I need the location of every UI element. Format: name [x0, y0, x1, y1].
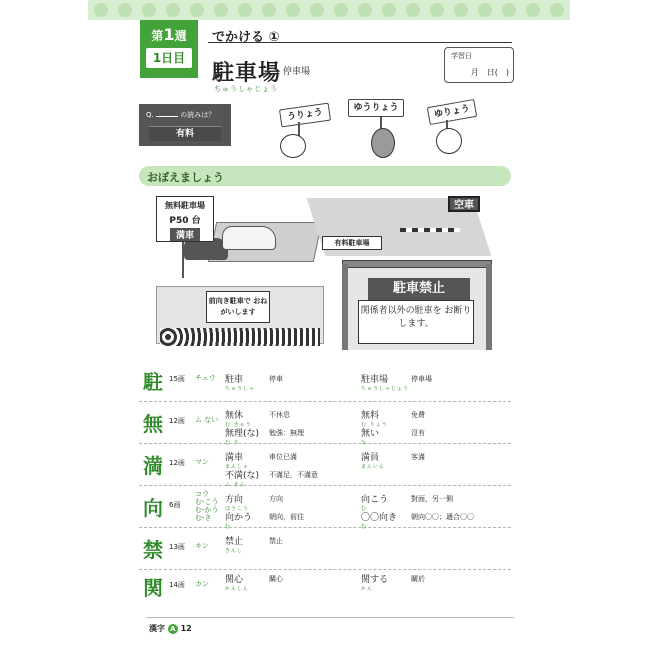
word-ruby: む — [361, 506, 368, 512]
stroke-count: 12画 — [169, 417, 185, 425]
parking-spots-count: P50 台 — [169, 216, 201, 226]
word-text: 無い — [361, 429, 380, 439]
word-meaning: 勉強：無理 — [269, 429, 304, 437]
kanji-char: 駐 — [143, 370, 163, 394]
no-parking-body: 関係者以外の駐車を お断りします。 — [358, 300, 474, 344]
kanji-char: 関 — [143, 576, 163, 600]
kanji-row — [139, 404, 511, 444]
free-parking-sign — [156, 196, 214, 242]
choice-sign-3: ゆりょう — [427, 99, 477, 125]
stroke-count: 12画 — [169, 459, 185, 467]
main-word: 駐車場 — [212, 61, 282, 86]
kanji-reading: コウ む-こう む-かう む-き — [195, 490, 219, 522]
word-text: 無理(な) — [225, 429, 260, 439]
word-text: 向かう — [225, 513, 253, 523]
week-suffix: 週 — [174, 29, 187, 43]
gate-bar — [400, 228, 460, 232]
week-label — [140, 25, 198, 44]
word-ruby: む りょう — [361, 422, 388, 428]
forward-parking-notice: 前向き駐車で おねがいします — [206, 291, 270, 323]
example-word — [225, 450, 249, 470]
example-word — [361, 450, 385, 470]
page-number: 12 — [180, 624, 192, 633]
kanji-char: 無 — [143, 412, 163, 436]
stroke-count: 14画 — [169, 581, 185, 589]
word-ruby: まんしゃ — [225, 464, 250, 470]
white-car — [222, 226, 276, 250]
word-meaning: 禁止 — [269, 537, 283, 545]
study-date-box — [444, 47, 514, 83]
kanji-char: 禁 — [143, 538, 163, 562]
word-ruby: ほうこう — [225, 506, 250, 512]
section-title: おぼえましょう — [147, 171, 224, 184]
main-ruby: ちゅうしゃじょう — [214, 85, 278, 93]
word-text: 向こう — [361, 495, 389, 505]
example-word — [225, 510, 252, 530]
stroke-count: 6画 — [169, 501, 181, 509]
word-ruby: む — [361, 524, 368, 530]
quiz-box — [139, 104, 231, 146]
parking-illustration-left — [156, 194, 324, 354]
example-word — [361, 372, 409, 392]
no-parking-title: 駐車禁止 — [368, 278, 470, 300]
word-meaning: 車位已滿 — [269, 453, 297, 461]
word-ruby: きんし — [225, 548, 244, 554]
book-badge: A — [168, 624, 178, 634]
word-text: 関心 — [225, 575, 244, 585]
choice-sign-2: ゆうりょう — [348, 99, 404, 117]
word-meaning: 關心 — [269, 575, 283, 583]
kanji-reading: ム ない — [195, 416, 219, 424]
word-ruby: む り — [225, 440, 240, 446]
word-text: 〇〇向き — [361, 513, 398, 523]
word-text: 駐車場 — [361, 375, 389, 385]
kanji-row — [139, 362, 511, 402]
fence-post-right — [486, 264, 492, 350]
stroke-count: 13画 — [169, 543, 185, 551]
example-word — [361, 426, 379, 446]
quiz-suffix: の読みは？ — [180, 111, 216, 119]
week-prefix: 第 — [151, 29, 164, 43]
quiz-question — [139, 104, 231, 120]
word-text: 満車 — [225, 453, 244, 463]
week-number: 1 — [163, 25, 175, 44]
kanji-row — [139, 446, 511, 486]
kanji-char: 向 — [143, 496, 163, 520]
clover-band — [88, 0, 570, 20]
word-meaning: 停車場 — [411, 375, 432, 383]
example-word — [361, 492, 388, 512]
week-tab — [140, 20, 198, 78]
parking-illustration-right — [314, 194, 498, 354]
word-meaning: 客滿 — [411, 453, 425, 461]
example-word — [225, 426, 259, 446]
study-date-label: 学習日 — [451, 52, 472, 60]
study-date-format: 月 日( ) — [470, 68, 509, 77]
kanji-row — [139, 488, 511, 528]
word-text: 満員 — [361, 453, 380, 463]
word-meaning: 不休息 — [269, 411, 290, 419]
choice-sign-1: うりょう — [279, 103, 331, 128]
kanji-row — [139, 568, 511, 608]
word-ruby: ちゅうしゃ — [225, 386, 256, 392]
kanji-reading: キン — [195, 542, 209, 550]
lesson-title: でかける ① — [212, 30, 280, 45]
word-meaning: 停車 — [269, 375, 283, 383]
word-meaning: 方向 — [269, 495, 283, 503]
word-meaning: 不滿足，不滿意 — [269, 471, 318, 479]
kanji-row — [139, 530, 511, 570]
word-text: 禁止 — [225, 537, 244, 547]
fence-top — [342, 260, 492, 268]
word-ruby: な — [361, 440, 368, 446]
word-meaning: 對面，另一側 — [411, 495, 453, 503]
bird-3 — [436, 128, 462, 154]
full-badge: 満車 — [170, 228, 200, 241]
footer-subject: 漢字 — [149, 624, 165, 633]
word-meaning: 朝向〇〇；適合〇〇 — [411, 513, 474, 521]
word-ruby: ちゅうしゃじょう — [361, 386, 410, 392]
kanji-char: 満 — [143, 454, 163, 478]
word-meaning: 沒有 — [411, 429, 425, 437]
example-word — [225, 372, 255, 392]
quiz-word: 有料 — [149, 126, 221, 141]
quiz-blank — [156, 116, 178, 117]
kanji-reading: チュウ — [195, 374, 216, 382]
example-word — [225, 534, 243, 554]
word-text: 駐車 — [225, 375, 244, 385]
footer-divider — [146, 617, 514, 618]
page-footer — [149, 623, 192, 634]
word-ruby: む きゅう — [225, 422, 252, 428]
word-ruby: まんいん — [361, 464, 386, 470]
word-meaning: 免費 — [411, 411, 425, 419]
example-word — [225, 408, 252, 428]
bird-1 — [280, 134, 306, 158]
example-word — [225, 572, 249, 592]
related-word: 停車場 — [283, 67, 311, 77]
example-word — [225, 468, 259, 488]
word-text: 無休 — [225, 411, 244, 421]
word-text: 無料 — [361, 411, 380, 421]
word-ruby: かんしん — [225, 586, 250, 592]
paid-parking-sign: 有料駐車場 — [322, 236, 382, 250]
free-sign-pole — [182, 242, 184, 278]
word-meaning: 關於 — [411, 575, 425, 583]
word-text: 不満(な) — [225, 471, 260, 481]
example-word — [361, 408, 388, 428]
word-text: 方向 — [225, 495, 244, 505]
flower-hedge — [160, 328, 320, 346]
word-ruby: ふ まん — [225, 482, 246, 488]
example-word — [361, 510, 397, 530]
title-underline — [208, 42, 512, 43]
day-label: 1日目 — [146, 48, 192, 68]
word-ruby: かん — [361, 586, 374, 592]
bird-2 — [371, 128, 395, 158]
word-ruby: む — [225, 524, 232, 530]
example-word — [361, 572, 388, 592]
word-text: 関する — [361, 575, 389, 585]
quiz-prefix: Q. — [146, 111, 154, 119]
stroke-count: 15画 — [169, 375, 185, 383]
free-parking-label: 無料駐車場 — [165, 201, 205, 210]
example-word — [225, 492, 249, 512]
kanji-reading: カン — [195, 580, 209, 588]
kanji-reading: マン — [195, 458, 209, 466]
section-header — [139, 166, 511, 186]
word-meaning: 朝向，前往 — [269, 513, 304, 521]
vacant-badge: 空車 — [448, 196, 480, 212]
